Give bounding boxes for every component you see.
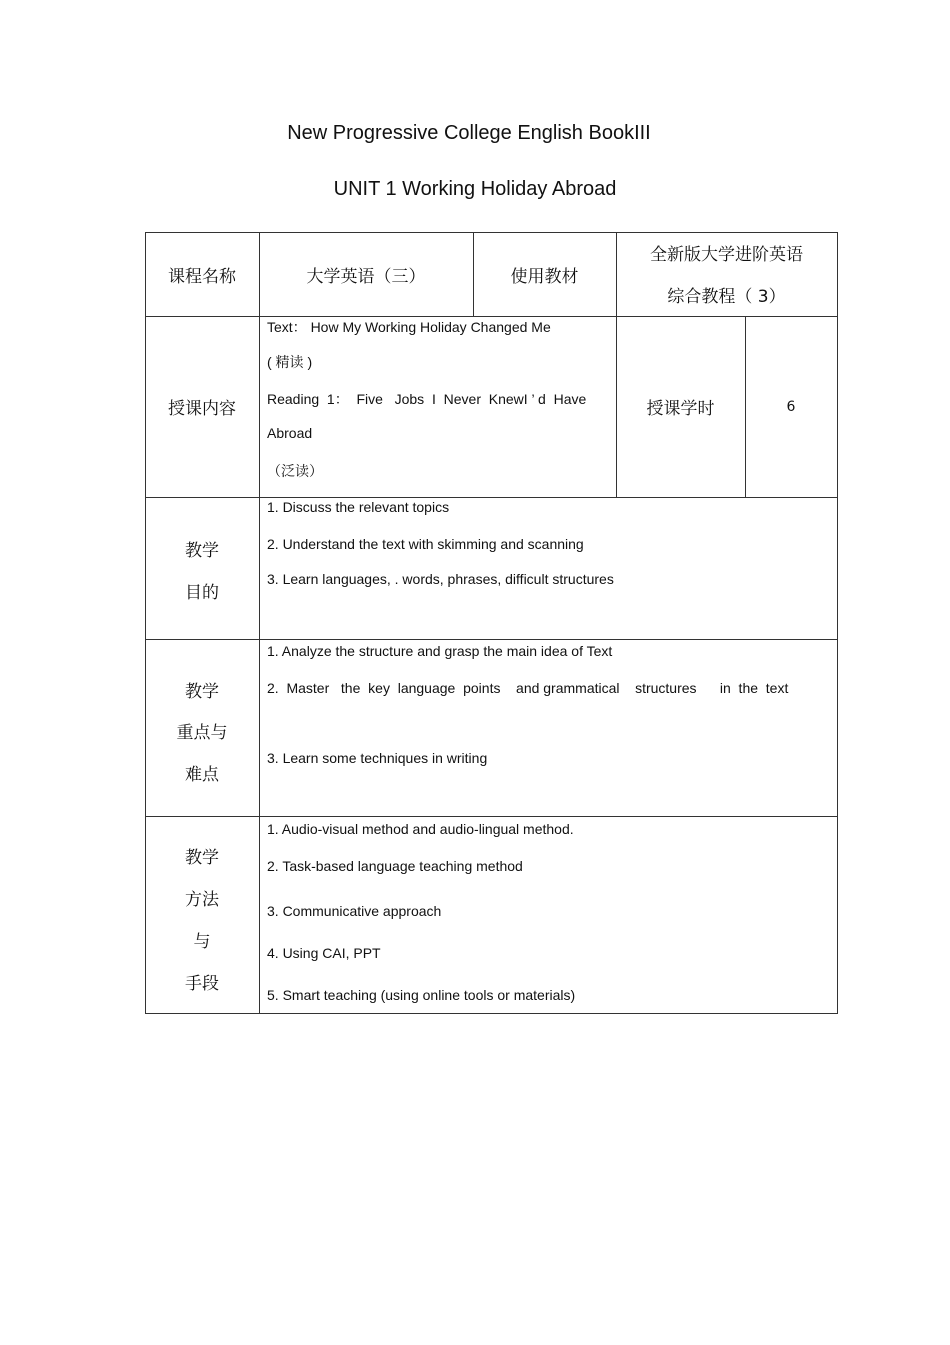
methods-label-line4: 手段 (185, 974, 219, 994)
methods-label-line1: 教学 (185, 848, 219, 868)
objective-label-line2: 目的 (185, 583, 219, 603)
objective-item: 2. Understand the text with skimming and scanning (267, 536, 584, 552)
table-border (259, 232, 260, 1014)
teaching-hours-label: 授课学时 (646, 399, 715, 419)
methods-label-line2: 方法 (185, 890, 219, 910)
method-item: 2. Task-based language teaching method (267, 858, 523, 874)
method-item: 4. Using CAI, PPT (267, 945, 381, 961)
method-item: 1. Audio-visual method and audio-lingual method. (267, 821, 574, 837)
key-point-item: 3. Learn some techniques in writing (267, 750, 488, 766)
document-title: New Progressive College English BookIII (287, 122, 651, 144)
content-text-line: Text： How My Working Holiday Changed Me (267, 319, 551, 335)
textbook-value-line2: 综合教程（ 3） (667, 287, 786, 307)
key-point-item: 1. Analyze the structure and grasp the main idea of Text (267, 643, 613, 659)
key-points-label-line2: 重点与 (176, 723, 228, 743)
course-name-label: 课程名称 (168, 266, 236, 287)
content-text-line: Abroad (267, 425, 313, 441)
content-text-line: Reading 1： Five Jobs I Never KnewI ’ d Have (267, 391, 587, 407)
unit-title: UNIT 1 Working Holiday Abroad (333, 178, 617, 200)
key-points-label-line1: 教学 (185, 682, 219, 702)
course-name-value: 大学英语（三） (306, 266, 426, 287)
content-text-line: ( 精读 ) (267, 354, 313, 370)
textbook-value-line1: 全新版大学进阶英语 (650, 245, 803, 265)
methods-label (145, 816, 259, 1013)
objective-label-line1: 教学 (185, 541, 219, 561)
method-item: 5. Smart teaching (using online tools or materials) (267, 987, 576, 1003)
content-text-line: （泛读） (267, 463, 323, 479)
teaching-content-label: 授课内容 (168, 399, 236, 419)
table-border (145, 1013, 838, 1014)
method-item: 3. Communicative approach (267, 903, 442, 919)
key-points-label (145, 639, 259, 816)
table-border (837, 232, 838, 1014)
textbook-value (616, 232, 837, 316)
textbook-label: 使用教材 (510, 266, 579, 287)
methods-label-line3: 与 (193, 932, 211, 952)
key-points-label-line3: 难点 (185, 765, 219, 785)
teaching-hours-value: 6 (786, 398, 796, 415)
objective-item: 3. Learn languages, . words, phrases, difficult structures (267, 571, 614, 587)
objective-item: 1. Discuss the relevant topics (267, 499, 450, 515)
key-point-item: 2. Master the key language points and grammatical structures in the text (267, 680, 789, 696)
teaching-objective-label (145, 497, 259, 639)
